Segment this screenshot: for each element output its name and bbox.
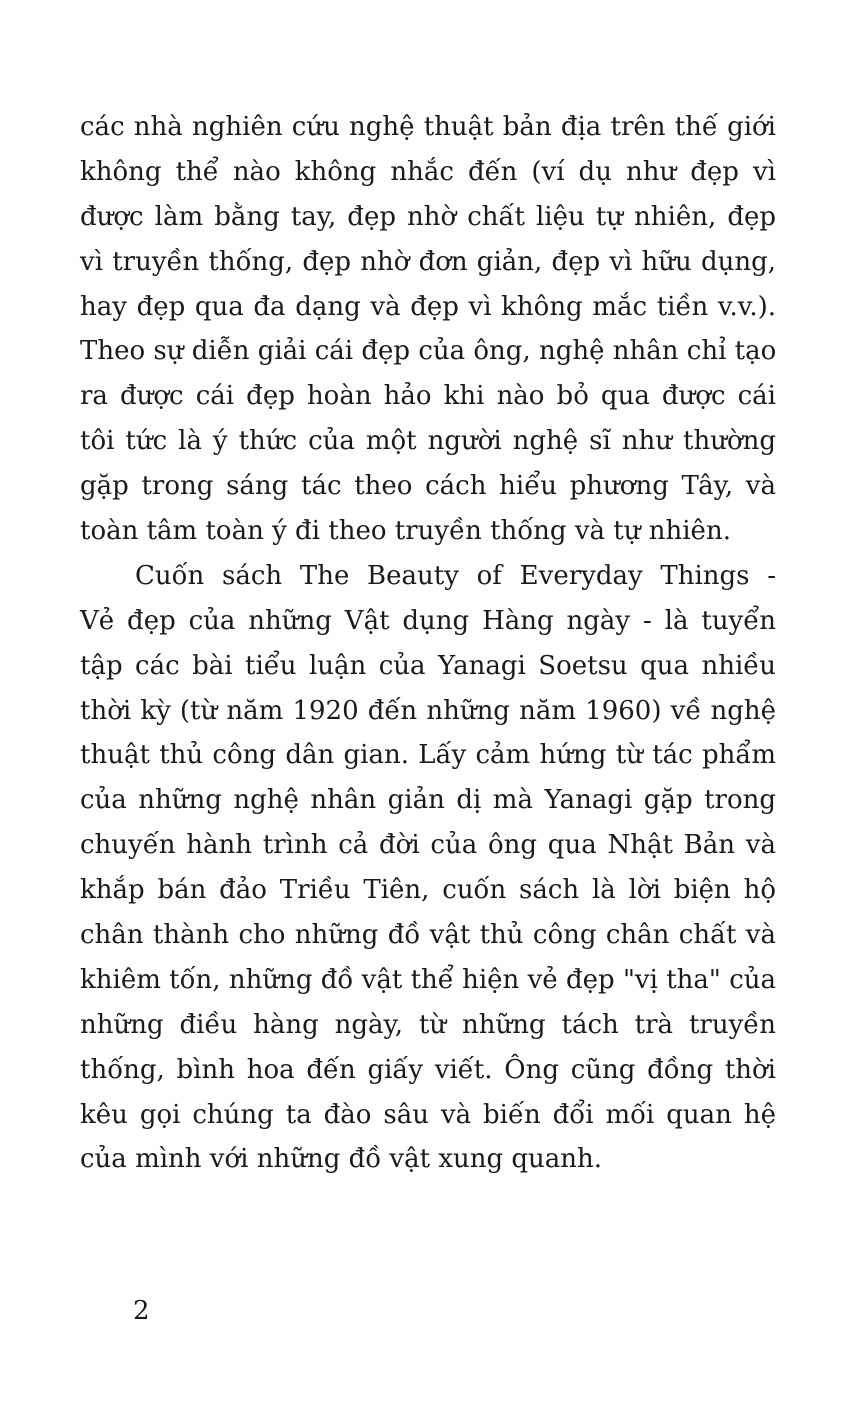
paragraph-line: Cuốn sách The Beauty of Everyday Things - [135,560,776,591]
paragraph-line: ra được cái đẹp hoàn hảo khi nào bỏ qua được cái [80,381,776,412]
paragraph-line: các nhà nghiên cứu nghệ thuật bản địa trên thế giới [80,112,776,142]
paragraph-line: chân thành cho những đồ vật thủ công chân chất và [80,920,776,951]
paragraph-line: tôi tức là ý thức của một người nghệ sĩ như thường [80,426,776,457]
paragraph-line: thuật thủ công dân gian. Lấy cảm hứng từ tác phẩm [80,740,776,771]
paragraph-line: không thể nào không nhắc đến (ví dụ như đẹp vì [80,156,776,187]
paragraph-line: của những nghệ nhân giản dị mà Yanagi gặp trong [80,785,776,816]
paragraph-line: toàn tâm toàn ý đi theo truyền thống và tự nhiên. [80,516,731,547]
paragraph-line: thống, bình hoa đến giấy viết. Ông cũng đồng thời [80,1054,776,1085]
paragraph-line: hay đẹp qua đa dạng và đẹp vì không mắc tiền v.v.). [80,291,776,322]
paragraph-line: chuyến hành trình cả đời của ông qua Nhật Bản và [80,830,776,861]
paragraph-line: của mình với những đồ vật xung quanh. [80,1144,603,1175]
paragraph-2 [80,554,776,1182]
paragraph-line: thời kỳ (từ năm 1920 đến những năm 1960) về nghệ [80,695,776,726]
paragraph-line: gặp trong sáng tác theo cách hiểu phương Tây, và [80,471,776,502]
paragraph-line: những điều hàng ngày, từ những tách trà truyền [80,1009,776,1040]
paragraph-line: vì truyền thống, đẹp nhờ đơn giản, đẹp vì hữu dụng, [80,246,776,277]
body-text [80,105,776,1182]
paragraph-line: Vẻ đẹp của những Vật dụng Hàng ngày - là tuyển [80,605,776,636]
paragraph-1 [80,105,776,554]
paragraph-line: kêu gọi chúng ta đào sâu và biến đổi mối quan hệ [80,1099,776,1130]
paragraph-line: tập các bài tiểu luận của Yanagi Soetsu qua nhiều [80,650,776,681]
paragraph-line: được làm bằng tay, đẹp nhờ chất liệu tự nhiên, đẹp [80,201,776,232]
paragraph-line: khắp bán đảo Triều Tiên, cuốn sách là lời biện hộ [80,875,776,906]
paragraph-line: khiêm tốn, những đồ vật thể hiện vẻ đẹp "vị tha" của [80,964,776,995]
paragraph-line: Theo sự diễn giải cái đẹp của ông, nghệ nhân chỉ tạo [80,336,777,367]
page-number: 2 [133,1296,150,1326]
